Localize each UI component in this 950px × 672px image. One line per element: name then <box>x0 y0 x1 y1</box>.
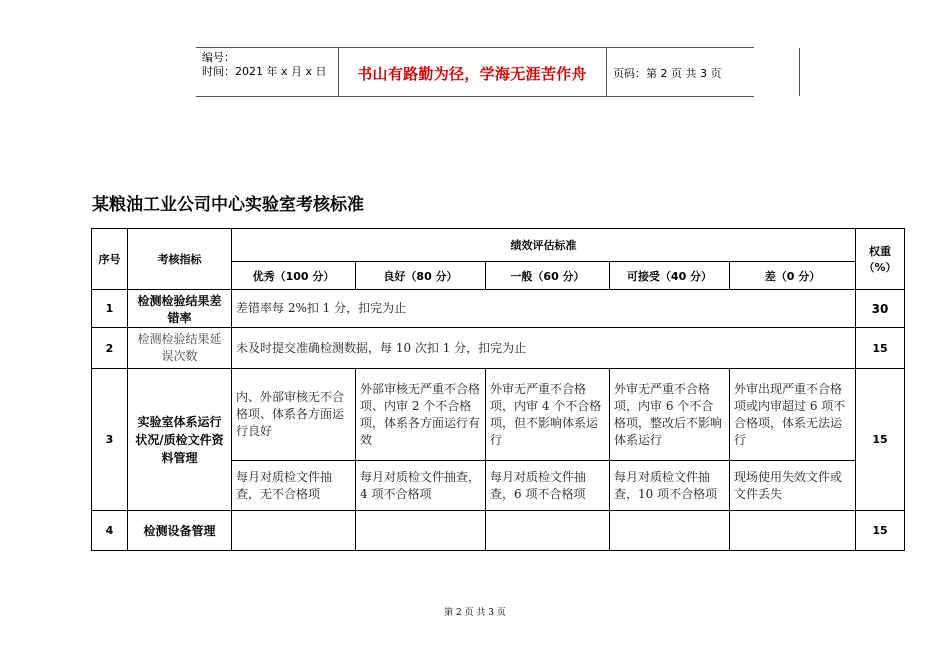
empty-cell <box>232 511 356 551</box>
criteria-cell: 内、外部审核无不合格项、体系各方面运行良好 <box>232 369 356 461</box>
header-meta <box>196 48 338 96</box>
criteria-cell: 每月对质检文件抽查，6 项不合格项 <box>486 461 610 511</box>
time-label: 时间：2021 年 x 月 x 日 <box>202 65 327 78</box>
empty-cell <box>730 511 856 551</box>
criteria-cell: 外部审核无严重不合格项、内审 2 个不合格项，体系各方面运行有效 <box>356 369 486 461</box>
header-eval: 绩效评估标准 <box>232 229 856 262</box>
criteria-cell: 现场使用失效文件或文件丢失 <box>730 461 856 511</box>
row-weight: 30 <box>856 290 905 328</box>
row-criteria: 未及时提交准确检测数据，每 10 次扣 1 分，扣完为止 <box>232 328 856 369</box>
row-weight: 15 <box>856 328 905 369</box>
empty-cell <box>486 511 610 551</box>
table-row <box>92 511 905 551</box>
row-indicator: 实验室体系运行状况/质检文件资料管理 <box>128 369 232 511</box>
row-no: 1 <box>92 290 128 328</box>
row-weight: 15 <box>856 369 905 511</box>
document-title: 某粮油工业公司中心实验室考核标准 <box>92 195 364 215</box>
empty-cell <box>356 511 486 551</box>
table-row <box>92 369 905 461</box>
row-no: 2 <box>92 328 128 369</box>
page-info: 页码：第 2 页 共 3 页 <box>613 67 722 80</box>
code-label: 编号： <box>202 51 235 64</box>
page-header <box>196 47 754 97</box>
table-row <box>92 290 905 328</box>
row-no: 4 <box>92 511 128 551</box>
row-criteria: 差错率每 2%扣 1 分，扣完为止 <box>232 290 856 328</box>
assessment-table <box>91 228 905 551</box>
page-footer: 第 2 页 共 3 页 <box>444 608 506 618</box>
criteria-cell: 外审无严重不合格项，内审 6 个不合格项，整改后不影响体系运行 <box>610 369 730 461</box>
motto: 书山有路勤为径，学海无涯苦作舟 <box>357 65 587 83</box>
criteria-cell: 每月对质检文件抽查，无不合格项 <box>232 461 356 511</box>
row-indicator: 检测检验结果延误次数 <box>128 328 232 369</box>
table-row <box>92 328 905 369</box>
row-weight: 15 <box>856 511 905 551</box>
grade-poor: 差（0 分） <box>730 262 856 290</box>
grade-good: 良好（80 分） <box>356 262 486 290</box>
header-page-cell <box>606 48 755 96</box>
row-indicator: 检测检验结果差错率 <box>128 290 232 328</box>
criteria-cell: 外审出现严重不合格项或内审超过 6 项不合格项，体系无法运行 <box>730 369 856 461</box>
criteria-cell: 每月对质检文件抽查，4 项不合格项 <box>356 461 486 511</box>
row-no: 3 <box>92 369 128 511</box>
row-indicator: 检测设备管理 <box>128 511 232 551</box>
grade-acceptable: 可接受（40 分） <box>610 262 730 290</box>
header-weight: 权重（%） <box>856 229 905 290</box>
header-indicator: 考核指标 <box>128 229 232 290</box>
criteria-cell: 外审无严重不合格项，内审 4 个不合格项，但不影响体系运行 <box>486 369 610 461</box>
empty-cell <box>610 511 730 551</box>
criteria-cell: 每月对质检文件抽查，10 项不合格项 <box>610 461 730 511</box>
header-no: 序号 <box>92 229 128 290</box>
grade-average: 一般（60 分） <box>486 262 610 290</box>
grade-excellent: 优秀（100 分） <box>232 262 356 290</box>
